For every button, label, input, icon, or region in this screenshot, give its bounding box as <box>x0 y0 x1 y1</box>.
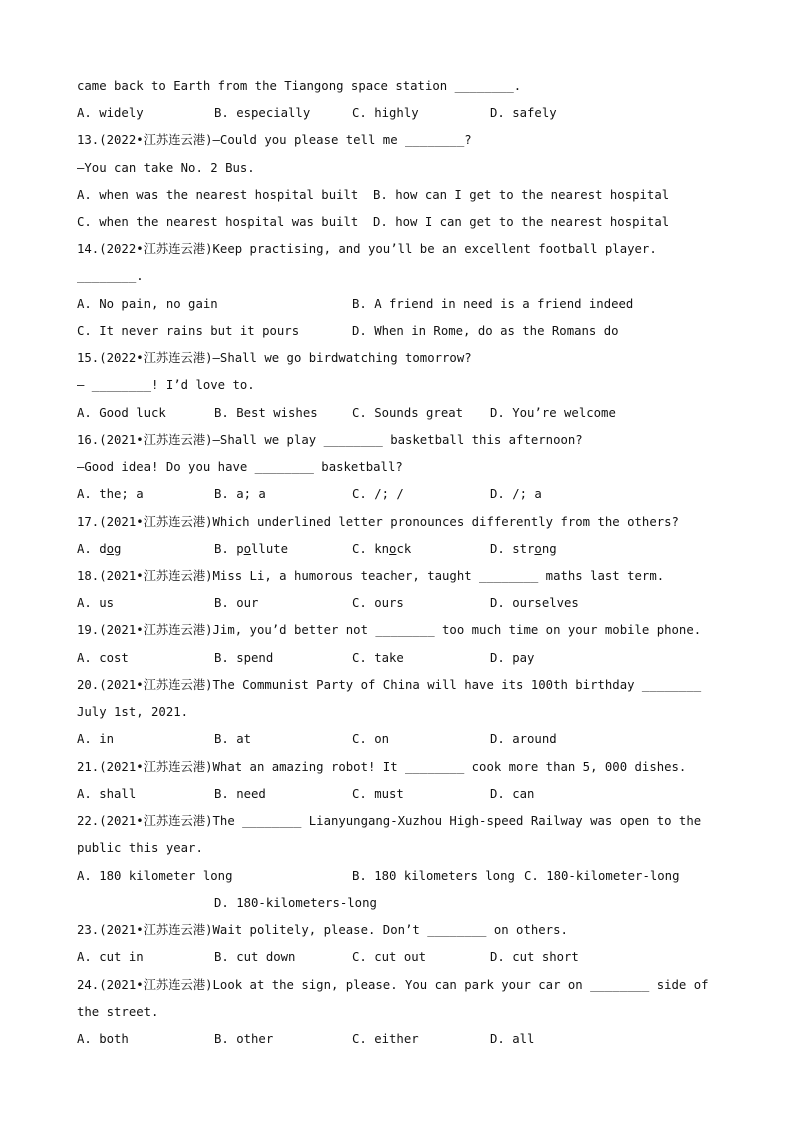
q17-option-c <box>352 541 411 557</box>
option-text: B. p <box>214 542 244 556</box>
q12-option-a: A. widely <box>77 106 144 120</box>
q18-option-d: D. ourselves <box>490 596 579 610</box>
q21-option-d: D. can <box>490 787 535 801</box>
question-13-reply: —You can take No. 2 Bus. <box>77 161 255 175</box>
option-text: g <box>114 542 122 556</box>
q17-option-a <box>77 541 121 557</box>
question-20-stem: 20.(2021•江苏连云港)The Communist Party of China will have its 100th birthday ________ <box>77 678 702 692</box>
question-22-stem-cont: public this year. <box>77 841 203 855</box>
q24-option-b: B. other <box>214 1032 274 1046</box>
q21-option-a: A. shall <box>77 787 137 801</box>
q21-option-b: B. need <box>214 787 266 801</box>
option-text: llute <box>251 542 289 556</box>
q18-option-a: A. us <box>77 596 115 610</box>
question-18-stem: 18.(2021•江苏连云港)Miss Li, a humorous teacher, taught ________ maths last term. <box>77 569 665 583</box>
q20-option-b: B. at <box>214 732 252 746</box>
q12-option-d: D. safely <box>490 106 557 120</box>
q16-option-b: B. a; a <box>214 487 266 501</box>
q15-option-d: D. You’re welcome <box>490 406 616 420</box>
underlined-letter: o <box>243 542 252 556</box>
question-17-stem: 17.(2021•江苏连云港)Which underlined letter pronounces differently from the others? <box>77 515 679 529</box>
q18-option-c: C. ours <box>352 596 404 610</box>
q13-option-d: D. how I can get to the nearest hospital <box>373 215 670 229</box>
question-23-stem: 23.(2021•江苏连云港)Wait politely, please. Don’t ________ on others. <box>77 923 568 937</box>
q20-option-a: A. in <box>77 732 115 746</box>
option-text: ck <box>396 542 412 556</box>
question-16-stem: 16.(2021•江苏连云港)—Shall we play ________ basketball this afternoon? <box>77 433 583 447</box>
q22-option-c: C. 180-kilometer-long <box>524 869 680 883</box>
question-12-stem: came back to Earth from the Tiangong space station ________. <box>77 79 522 93</box>
q16-option-d: D. /; a <box>490 487 542 501</box>
q24-option-d: D. all <box>490 1032 535 1046</box>
q23-option-d: D. cut short <box>490 950 579 964</box>
question-15-reply: — ________! I’d love to. <box>77 378 255 392</box>
question-21-stem: 21.(2021•江苏连云港)What an amazing robot! It ________ cook more than 5, 000 dishes. <box>77 760 687 774</box>
q15-option-a: A. Good luck <box>77 406 166 420</box>
q13-option-c: C. when the nearest hospital was built <box>77 215 359 229</box>
question-14-blank: ________. <box>77 269 144 283</box>
question-20-stem-cont: July 1st, 2021. <box>77 705 189 719</box>
q12-option-c: C. highly <box>352 106 419 120</box>
q13-option-a: A. when was the nearest hospital built <box>77 188 359 202</box>
q19-option-a: A. cost <box>77 651 129 665</box>
q14-option-d: D. When in Rome, do as the Romans do <box>352 324 619 338</box>
q22-option-a: A. 180 kilometer long <box>77 869 233 883</box>
q24-option-a: A. both <box>77 1032 129 1046</box>
question-22-stem: 22.(2021•江苏连云港)The ________ Lianyungang-Xuzhou High-speed Railway was open to the <box>77 814 702 828</box>
q23-option-b: B. cut down <box>214 950 296 964</box>
q17-option-d <box>490 541 557 557</box>
question-15-stem: 15.(2022•江苏连云港)—Shall we go birdwatching tomorrow? <box>77 351 472 365</box>
underlined-letter: o <box>106 542 115 556</box>
q20-option-d: D. around <box>490 732 557 746</box>
q23-option-a: A. cut in <box>77 950 144 964</box>
q22-option-b: B. 180 kilometers long <box>352 869 515 883</box>
q14-option-b: B. A friend in need is a friend indeed <box>352 297 634 311</box>
question-24-stem: 24.(2021•江苏连云港)Look at the sign, please. You can park your car on ________ side of <box>77 978 709 992</box>
underlined-letter: o <box>534 542 542 556</box>
q19-option-c: C. take <box>352 651 404 665</box>
q15-option-b: B. Best wishes <box>214 406 318 420</box>
option-text: A. d <box>77 542 107 556</box>
q19-option-d: D. pay <box>490 651 535 665</box>
question-19-stem: 19.(2021•江苏连云港)Jim, you’d better not ________ too much time on your mobile phone. <box>77 623 702 637</box>
q19-option-b: B. spend <box>214 651 274 665</box>
option-text: ng <box>541 542 557 556</box>
q20-option-c: C. on <box>352 732 390 746</box>
q22-option-d: D. 180-kilometers-long <box>214 896 377 910</box>
option-text: C. kn <box>352 542 390 556</box>
q15-option-c: C. Sounds great <box>352 406 464 420</box>
q13-option-b: B. how can I get to the nearest hospital <box>373 188 670 202</box>
q24-option-c: C. either <box>352 1032 419 1046</box>
q21-option-c: C. must <box>352 787 404 801</box>
question-13-stem: 13.(2022•江苏连云港)—Could you please tell me ________? <box>77 133 472 147</box>
q18-option-b: B. our <box>214 596 259 610</box>
q16-option-c: C. /; / <box>352 487 404 501</box>
q16-option-a: A. the; a <box>77 487 144 501</box>
question-14-stem: 14.(2022•江苏连云港)Keep practising, and you’ll be an excellent football player. <box>77 242 657 256</box>
q14-option-c: C. It never rains but it pours <box>77 324 300 338</box>
q14-option-a: A. No pain, no gain <box>77 297 218 311</box>
question-24-stem-cont: the street. <box>77 1005 159 1019</box>
underlined-letter: o <box>389 542 397 556</box>
question-16-reply: —Good idea! Do you have ________ basketball? <box>77 460 403 474</box>
q17-option-b <box>214 541 288 557</box>
q12-option-b: B. especially <box>214 106 311 120</box>
option-text: D. str <box>490 542 535 556</box>
q23-option-c: C. cut out <box>352 950 427 964</box>
